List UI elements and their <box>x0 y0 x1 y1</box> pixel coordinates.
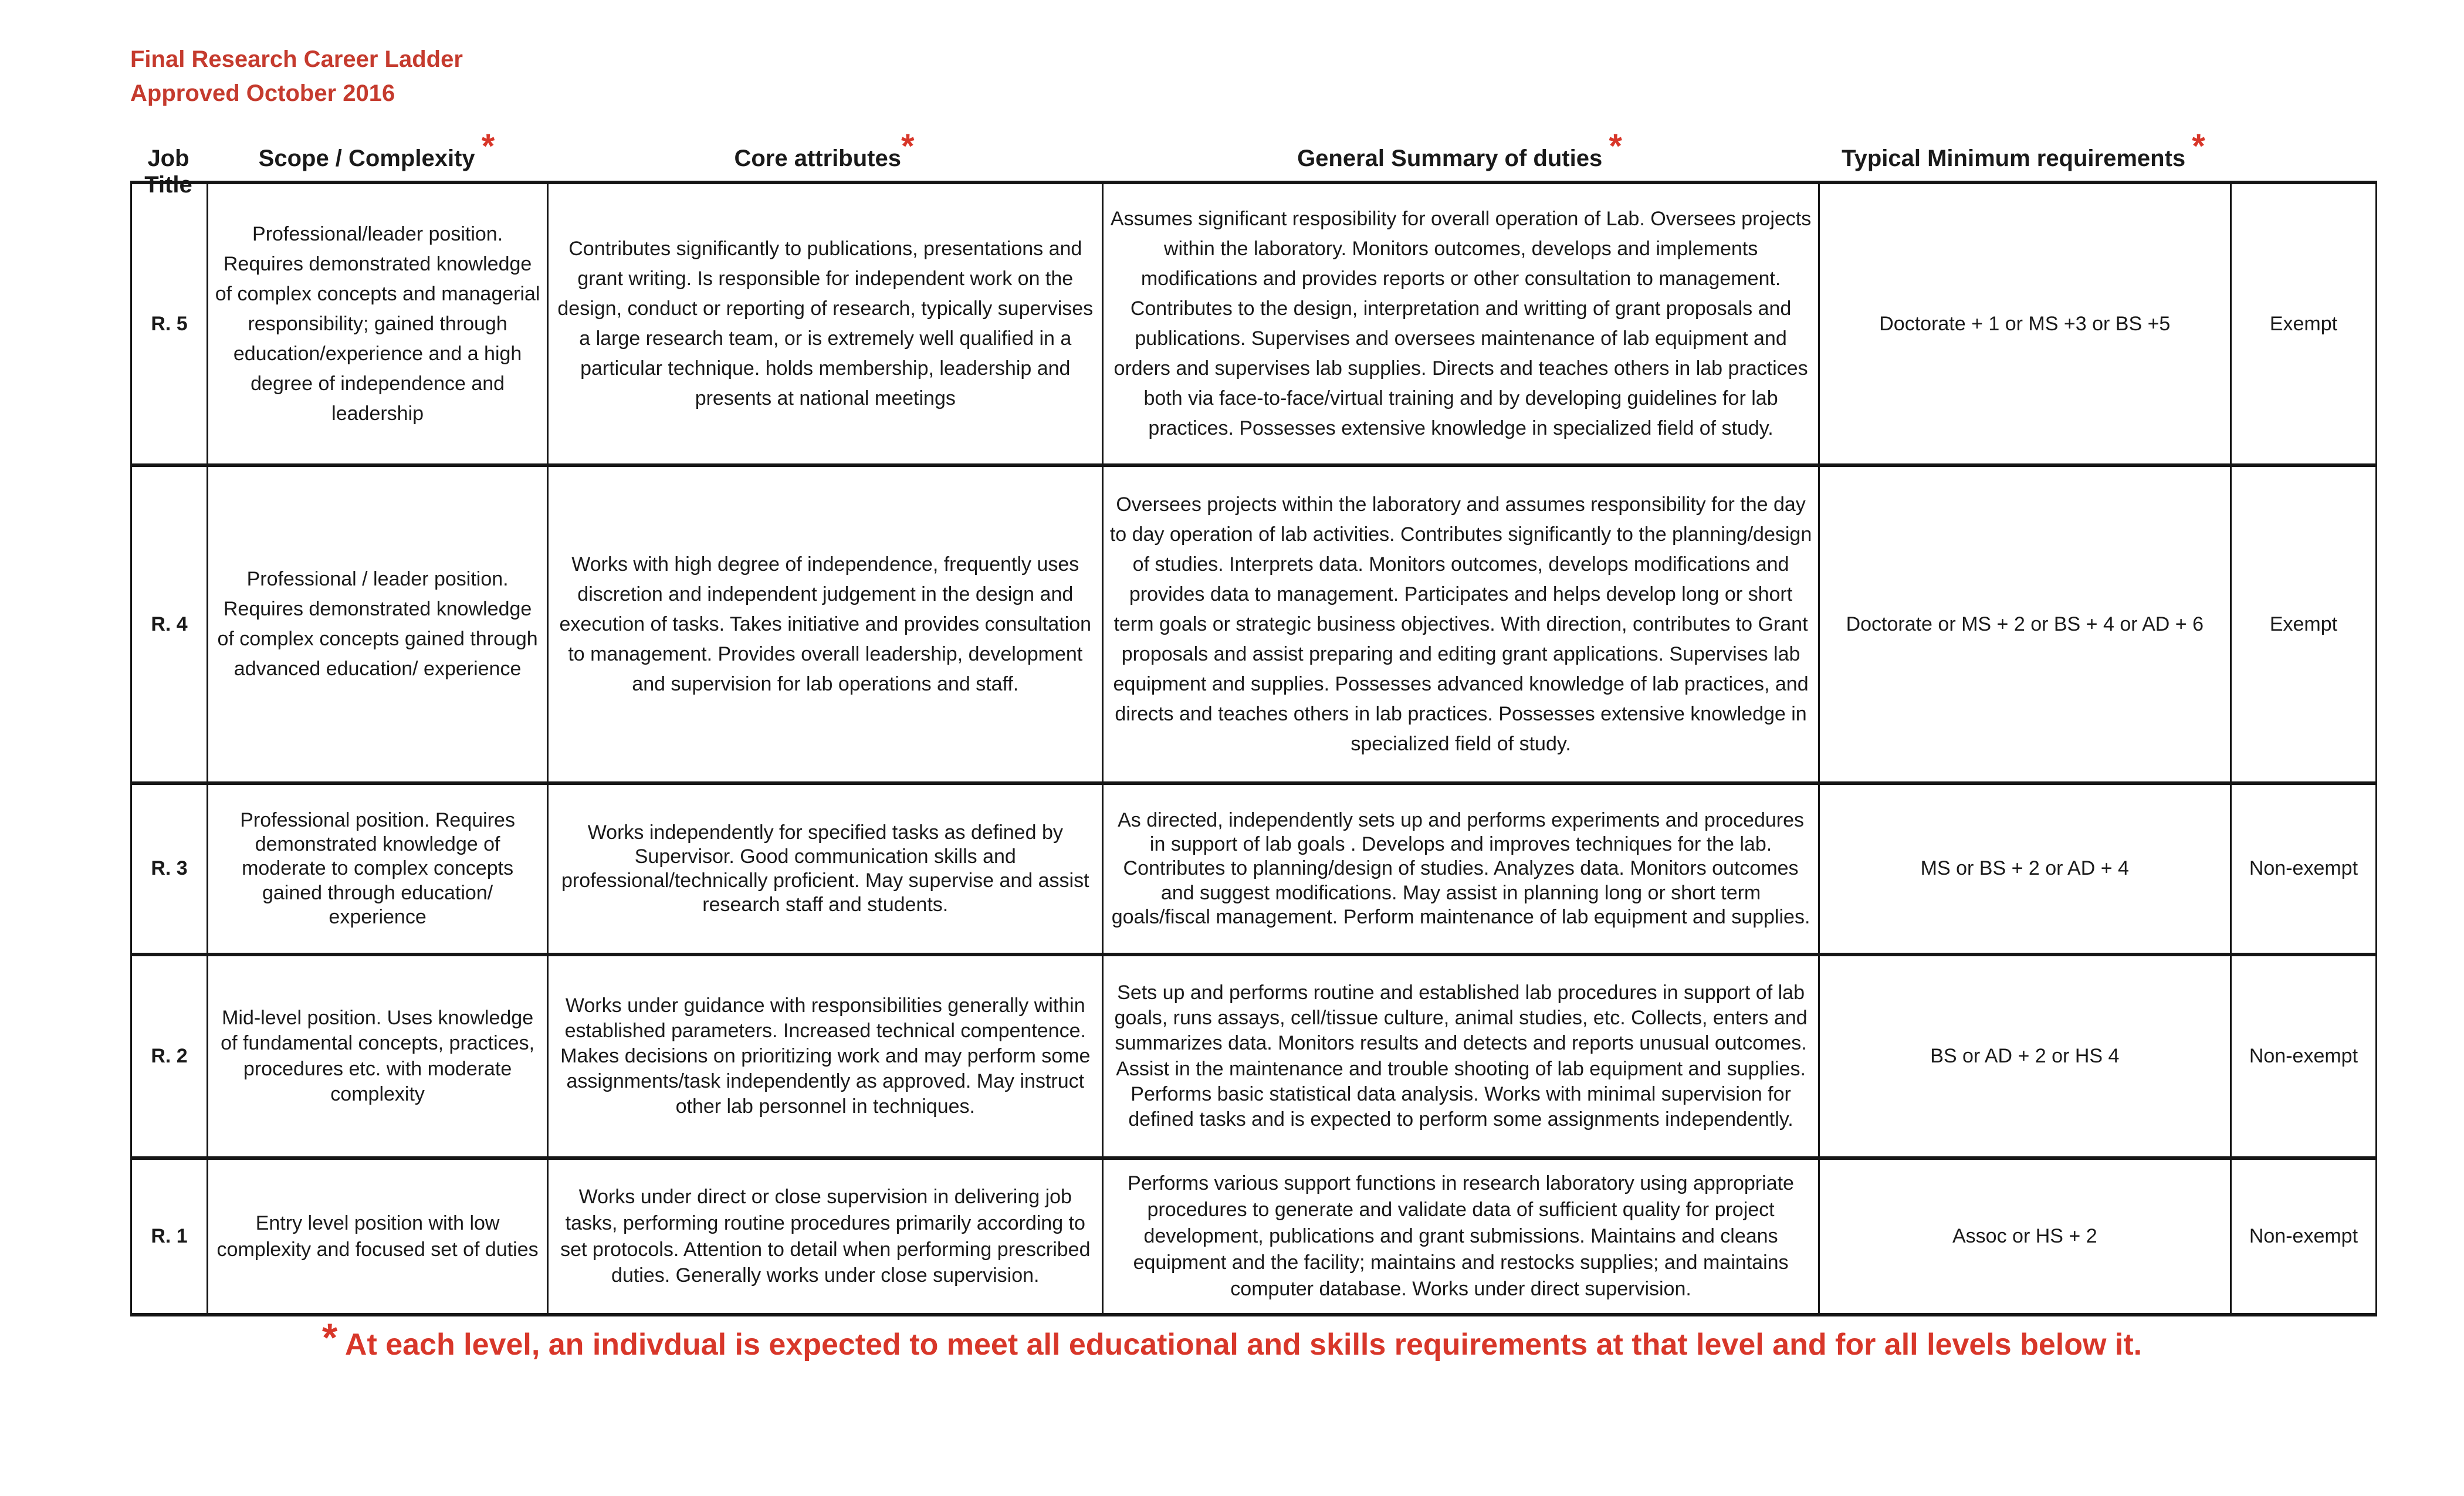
document-title: Final Research Career Ladder <box>130 46 463 72</box>
table-row-r1 <box>131 1158 2377 1315</box>
cell-job-title: R. 2 <box>131 955 208 1158</box>
cell-min-requirements: Doctorate + 1 or MS +3 or BS +5 <box>1819 182 2231 465</box>
cell-min-requirements: MS or BS + 2 or AD + 4 <box>1819 783 2231 955</box>
cell-general-summary: Oversees projects within the laboratory and assumes responsibility for the day to day operation of lab activities. Contributes significantly to the planning/design of studies. Interprets data. Monitors outcomes, develops modifications and provides data to management. Participates and helps develop long or short term goals or strategic business objectives. With direction, contributes to Grant proposals and assist preparing and editing grant applications. Supervises lab equipment and supplies. Possesses advanced knowledge of lab practices, and directs and teaches others in lab practices. Possesses extensive knowledge in specialized field of study. <box>1103 465 1819 783</box>
cell-core-attributes: Works with high degree of independence, frequently uses discretion and independent judgement in the design and execution of tasks. Takes initiative and provides consultation to management. Provides overall leadership, development and supervision for lab operations and staff. <box>548 465 1103 783</box>
cell-exempt-status: Non-exempt <box>2231 955 2376 1158</box>
cell-scope-complexity: Professional/leader position. Requires demonstrated knowledge of complex concepts and managerial responsibility; gained through education/experience and a high degree of independence and leadership <box>208 182 548 465</box>
document-approval-date: Approved October 2016 <box>130 80 395 106</box>
required-asterisk-marker: * <box>2192 127 2205 165</box>
table-row-r2 <box>131 955 2377 1158</box>
cell-core-attributes: Contributes significantly to publications, presentations and grant writing. Is responsible for independent work on the design, conduct or reporting of research, typically supervises a large research team, or is extremely well qualified in a particular technique. holds membership, leadership and presents at national meetings <box>548 182 1103 465</box>
cell-job-title: R. 5 <box>131 182 208 465</box>
cell-exempt-status: Non-exempt <box>2231 1158 2376 1315</box>
required-asterisk-marker: * <box>901 127 915 165</box>
cell-general-summary: Performs various support functions in research laboratory using appropriate procedures to generate and validate data of sufficient quality for project development, publications and grant submissions. Maintains and cleans equipment and the facility; maintains and restocks supplies; and maintains computer database. Works under direct supervision. <box>1103 1158 1819 1315</box>
column-header-label: General Summary of duties <box>1297 145 1603 171</box>
cell-job-title: R. 3 <box>131 783 208 955</box>
required-asterisk-marker: * <box>1609 127 1622 165</box>
table-row-r3 <box>131 783 2377 955</box>
cell-general-summary: Assumes significant resposibility for overall operation of Lab. Oversees projects within the laboratory. Monitors outcomes, develops and implements modifications and provides reports or other consultation to management. Contributes to the design, interpretation and writting of grant proposals and publications. Supervises and oversees maintenance of lab equipment and orders and supervises lab supplies. Directs and teaches others in lab practices both via face-to-face/virtual training and by developing guidelines for lab practices. Possesses extensive knowledge in specialized field of study. <box>1103 182 1819 465</box>
cell-core-attributes: Works under direct or close supervision in delivering job tasks, performing routine procedures primarily according to set protocols. Attention to detail when performing prescribed duties. Generally works under close supervision. <box>548 1158 1103 1315</box>
footnote-text: At each level, an indivdual is expected to meet all educational and skills requirements at that level and for all levels below it. <box>337 1328 2143 1362</box>
column-header-label: Typical Minimum requirements <box>1842 145 2186 171</box>
column-header-label: Scope / Complexity <box>258 145 475 171</box>
cell-scope-complexity: Professional / leader position. Requires demonstrated knowledge of complex concepts gained through advanced education/ experience <box>208 465 548 783</box>
cell-general-summary: Sets up and performs routine and established lab procedures in support of lab goals, runs assays, cell/tissue culture, animal studies, etc. Collects, enters and summarizes data. Monitors results and detects and reports unusual outcomes. Assist in the maintenance and trouble shooting of lab equipment and supplies. Performs basic statistical data analysis. Works with minimal supervision for defined tasks and is expected to perform some assignments independently. <box>1103 955 1819 1158</box>
table-row-r4 <box>131 465 2377 783</box>
cell-exempt-status: Non-exempt <box>2231 783 2376 955</box>
cell-job-title: R. 1 <box>131 1158 208 1315</box>
column-header-label: Core attributes <box>734 145 901 171</box>
column-header-label: Job Title <box>144 145 192 198</box>
required-asterisk-marker: * <box>481 127 495 165</box>
cell-general-summary: As directed, independently sets up and performs experiments and procedures in support of lab goals . Develops and improves techniques for the lab. Contributes to planning/design of studies. Analyzes data. Monitors outcomes and suggest modifications. May assist in planning long or short term goals/fiscal management. Perform maintenance of lab equipment and supplies. <box>1103 783 1819 955</box>
cell-scope-complexity: Mid-level position. Uses knowledge of fundamental concepts, practices, procedures etc. with moderate complexity <box>208 955 548 1158</box>
cell-scope-complexity: Entry level position with low complexity and focused set of duties <box>208 1158 548 1315</box>
cell-exempt-status: Exempt <box>2231 465 2376 783</box>
table-row-r5 <box>131 182 2377 465</box>
cell-core-attributes: Works independently for specified tasks as defined by Supervisor. Good communication skills and professional/technically proficient. May supervise and assist research staff and students. <box>548 783 1103 955</box>
cell-min-requirements: Doctorate or MS + 2 or BS + 4 or AD + 6 <box>1819 465 2231 783</box>
career-ladder-table <box>130 181 2377 1316</box>
cell-min-requirements: BS or AD + 2 or HS 4 <box>1819 955 2231 1158</box>
cell-min-requirements: Assoc or HS + 2 <box>1819 1158 2231 1315</box>
document-header <box>130 42 463 110</box>
cell-scope-complexity: Professional position. Requires demonstrated knowledge of moderate to complex concepts gained through education/ experience <box>208 783 548 955</box>
cell-core-attributes: Works under guidance with responsibilities generally within established parameters. Increased technical compentence. Makes decisions on prioritizing work and may perform some assignments/task independently as approved. May instruct other lab personnel in techniques. <box>548 955 1103 1158</box>
required-asterisk-marker: * <box>321 1315 338 1360</box>
cell-exempt-status: Exempt <box>2231 182 2376 465</box>
cell-job-title: R. 4 <box>131 465 208 783</box>
footnote <box>0 1315 2464 1362</box>
